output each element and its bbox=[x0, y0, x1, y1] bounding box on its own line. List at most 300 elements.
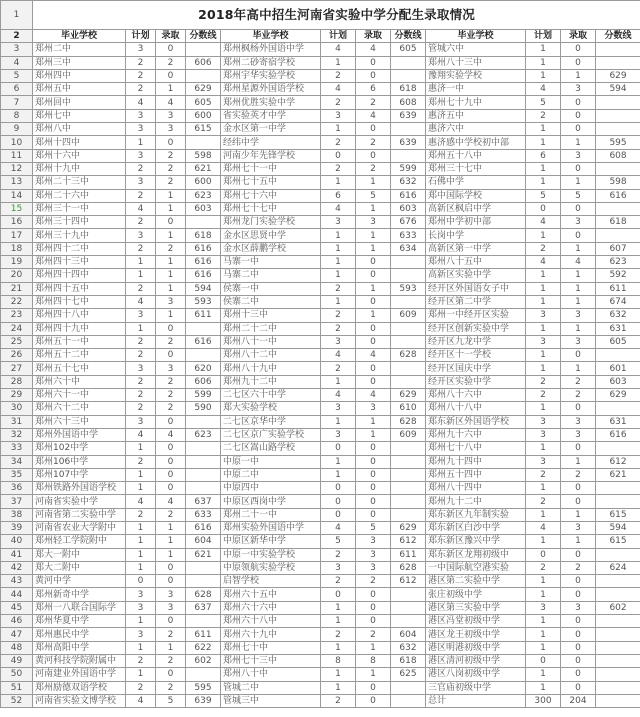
admitted-cell[interactable]: 0 bbox=[356, 482, 391, 495]
row-number[interactable]: 23 bbox=[1, 309, 33, 322]
school-cell[interactable]: 郑州回中 bbox=[33, 96, 126, 109]
score-cell[interactable] bbox=[391, 269, 426, 282]
admitted-cell[interactable]: 1 bbox=[156, 229, 186, 242]
score-cell[interactable]: 618 bbox=[391, 654, 426, 667]
score-cell[interactable]: 609 bbox=[391, 428, 426, 441]
plan-cell[interactable]: 2 bbox=[126, 681, 156, 694]
school-cell[interactable]: 郑州七十五中 bbox=[221, 176, 321, 189]
admitted-cell[interactable]: 0 bbox=[561, 548, 596, 561]
school-cell[interactable]: 中原四中 bbox=[221, 482, 321, 495]
plan-cell[interactable]: 1 bbox=[321, 123, 356, 136]
admitted-cell[interactable]: 0 bbox=[156, 442, 186, 455]
row-number[interactable]: 15 bbox=[1, 202, 33, 215]
admitted-cell[interactable]: 0 bbox=[156, 468, 186, 481]
row-number[interactable]: 6 bbox=[1, 83, 33, 96]
score-cell[interactable] bbox=[186, 216, 221, 229]
admitted-cell[interactable]: 1 bbox=[156, 535, 186, 548]
school-cell[interactable]: 经开区外国语女子中 bbox=[426, 282, 526, 295]
score-cell[interactable] bbox=[391, 681, 426, 694]
score-cell[interactable] bbox=[186, 43, 221, 56]
plan-cell[interactable]: 1 bbox=[126, 548, 156, 561]
plan-cell[interactable]: 5 bbox=[526, 189, 561, 202]
plan-cell[interactable]: 2 bbox=[526, 375, 561, 388]
school-cell[interactable]: 郑州华夏中学 bbox=[33, 615, 126, 628]
school-cell[interactable]: 侯寨一中 bbox=[221, 282, 321, 295]
score-cell[interactable]: 593 bbox=[391, 282, 426, 295]
admitted-cell[interactable]: 4 bbox=[156, 96, 186, 109]
sheet-title[interactable]: 2018年高中招生河南省实验中学分配生录取情况 bbox=[33, 1, 640, 30]
score-cell[interactable] bbox=[391, 442, 426, 455]
row-number[interactable]: 35 bbox=[1, 468, 33, 481]
plan-cell[interactable]: 3 bbox=[126, 149, 156, 162]
plan-cell[interactable]: 1 bbox=[126, 668, 156, 681]
school-cell[interactable]: 郑州十四中 bbox=[33, 136, 126, 149]
plan-cell[interactable]: 1 bbox=[526, 69, 561, 82]
school-cell[interactable]: 港区清河初级中学 bbox=[426, 654, 526, 667]
admitted-cell[interactable]: 0 bbox=[356, 681, 391, 694]
plan-cell[interactable]: 2 bbox=[126, 654, 156, 667]
admitted-cell[interactable]: 1 bbox=[156, 202, 186, 215]
school-cell[interactable]: 中原一中 bbox=[221, 455, 321, 468]
admitted-cell[interactable]: 2 bbox=[156, 242, 186, 255]
score-cell[interactable]: 602 bbox=[186, 654, 221, 667]
score-cell[interactable] bbox=[186, 575, 221, 588]
admitted-cell[interactable]: 1 bbox=[356, 641, 391, 654]
score-cell[interactable]: 612 bbox=[391, 535, 426, 548]
school-cell[interactable]: 郑州六十五中 bbox=[221, 588, 321, 601]
admitted-cell[interactable]: 2 bbox=[561, 389, 596, 402]
plan-cell[interactable]: 1 bbox=[126, 269, 156, 282]
score-cell[interactable] bbox=[186, 615, 221, 628]
plan-cell[interactable]: 2 bbox=[321, 282, 356, 295]
plan-cell[interactable]: 1 bbox=[526, 362, 561, 375]
row-number[interactable]: 13 bbox=[1, 176, 33, 189]
admitted-cell[interactable]: 3 bbox=[561, 601, 596, 614]
plan-cell[interactable]: 2 bbox=[321, 694, 356, 707]
row-number[interactable]: 24 bbox=[1, 322, 33, 335]
admitted-cell[interactable]: 0 bbox=[561, 668, 596, 681]
admitted-cell[interactable]: 2 bbox=[356, 162, 391, 175]
score-cell[interactable]: 604 bbox=[391, 628, 426, 641]
header-school[interactable]: 毕业学校 bbox=[33, 30, 126, 43]
row-number[interactable]: 36 bbox=[1, 482, 33, 495]
admitted-cell[interactable]: 1 bbox=[561, 136, 596, 149]
school-cell[interactable]: 郑州七十九中 bbox=[426, 96, 526, 109]
score-cell[interactable] bbox=[596, 668, 640, 681]
school-cell[interactable]: 郑州二砂寄宿学校 bbox=[221, 56, 321, 69]
row-number[interactable]: 52 bbox=[1, 694, 33, 707]
admitted-cell[interactable]: 0 bbox=[156, 349, 186, 362]
plan-cell[interactable]: 8 bbox=[321, 654, 356, 667]
plan-cell[interactable]: 1 bbox=[321, 615, 356, 628]
admitted-cell[interactable]: 0 bbox=[356, 322, 391, 335]
score-cell[interactable] bbox=[596, 162, 640, 175]
admitted-cell[interactable]: 1 bbox=[156, 548, 186, 561]
score-cell[interactable] bbox=[596, 575, 640, 588]
plan-cell[interactable]: 1 bbox=[526, 295, 561, 308]
score-cell[interactable] bbox=[391, 375, 426, 388]
school-cell[interactable]: 省实验英才中学 bbox=[221, 109, 321, 122]
admitted-cell[interactable]: 2 bbox=[356, 96, 391, 109]
plan-cell[interactable]: 2 bbox=[126, 389, 156, 402]
score-cell[interactable]: 612 bbox=[391, 575, 426, 588]
plan-cell[interactable]: 1 bbox=[526, 575, 561, 588]
school-cell[interactable]: 总计 bbox=[426, 694, 526, 707]
score-cell[interactable] bbox=[186, 468, 221, 481]
plan-cell[interactable]: 2 bbox=[126, 455, 156, 468]
plan-cell[interactable]: 3 bbox=[526, 428, 561, 441]
school-cell[interactable]: 郑州铁路外国语学校 bbox=[33, 482, 126, 495]
score-cell[interactable]: 628 bbox=[391, 561, 426, 574]
plan-cell[interactable]: 2 bbox=[321, 69, 356, 82]
row-number[interactable]: 8 bbox=[1, 109, 33, 122]
school-cell[interactable]: 中原领航实验学校 bbox=[221, 561, 321, 574]
admitted-cell[interactable]: 2 bbox=[156, 628, 186, 641]
school-cell[interactable]: 管城二中 bbox=[221, 681, 321, 694]
score-cell[interactable]: 595 bbox=[596, 136, 640, 149]
school-cell[interactable]: 郑州106中学 bbox=[33, 455, 126, 468]
score-cell[interactable]: 621 bbox=[596, 468, 640, 481]
admitted-cell[interactable]: 0 bbox=[356, 588, 391, 601]
score-cell[interactable]: 632 bbox=[391, 641, 426, 654]
score-cell[interactable]: 634 bbox=[391, 242, 426, 255]
score-cell[interactable] bbox=[596, 229, 640, 242]
row-number[interactable]: 26 bbox=[1, 349, 33, 362]
score-cell[interactable] bbox=[391, 149, 426, 162]
admitted-cell[interactable]: 1 bbox=[356, 202, 391, 215]
school-cell[interactable]: 河南少年先锋学校 bbox=[221, 149, 321, 162]
plan-cell[interactable]: 1 bbox=[526, 508, 561, 521]
plan-cell[interactable]: 2 bbox=[526, 109, 561, 122]
school-cell[interactable]: 郑州五十一中 bbox=[33, 335, 126, 348]
row-number[interactable]: 32 bbox=[1, 428, 33, 441]
school-cell[interactable]: 河南省第二实验中学 bbox=[33, 508, 126, 521]
admitted-cell[interactable]: 0 bbox=[356, 149, 391, 162]
school-cell[interactable]: 郑东新区龙翔初级中 bbox=[426, 548, 526, 561]
plan-cell[interactable]: 1 bbox=[321, 229, 356, 242]
plan-cell[interactable]: 2 bbox=[126, 375, 156, 388]
row-number[interactable]: 40 bbox=[1, 535, 33, 548]
plan-cell[interactable]: 4 bbox=[321, 349, 356, 362]
header-school[interactable]: 毕业学校 bbox=[426, 30, 526, 43]
plan-cell[interactable]: 4 bbox=[321, 389, 356, 402]
score-cell[interactable] bbox=[186, 69, 221, 82]
admitted-cell[interactable]: 2 bbox=[156, 375, 186, 388]
school-cell[interactable]: 管城三中 bbox=[221, 694, 321, 707]
plan-cell[interactable]: 1 bbox=[126, 641, 156, 654]
plan-cell[interactable]: 4 bbox=[321, 83, 356, 96]
plan-cell[interactable]: 2 bbox=[321, 575, 356, 588]
school-cell[interactable]: 郑大实验学校 bbox=[221, 402, 321, 415]
school-cell[interactable]: 二七区嵩山路学校 bbox=[221, 442, 321, 455]
admitted-cell[interactable]: 0 bbox=[156, 455, 186, 468]
score-cell[interactable]: 629 bbox=[596, 389, 640, 402]
admitted-cell[interactable]: 0 bbox=[561, 96, 596, 109]
plan-cell[interactable]: 4 bbox=[126, 295, 156, 308]
plan-cell[interactable]: 2 bbox=[126, 349, 156, 362]
score-cell[interactable]: 632 bbox=[391, 176, 426, 189]
school-cell[interactable]: 马寨一中 bbox=[221, 256, 321, 269]
plan-cell[interactable]: 4 bbox=[321, 202, 356, 215]
school-cell[interactable]: 郑州九十四中 bbox=[426, 455, 526, 468]
header-plan[interactable]: 计划 bbox=[321, 30, 356, 43]
school-cell[interactable]: 郑州十三中 bbox=[221, 309, 321, 322]
row-number[interactable]: 7 bbox=[1, 96, 33, 109]
admitted-cell[interactable]: 0 bbox=[561, 654, 596, 667]
plan-cell[interactable]: 1 bbox=[126, 322, 156, 335]
score-cell[interactable]: 633 bbox=[391, 229, 426, 242]
score-cell[interactable]: 606 bbox=[186, 56, 221, 69]
school-cell[interactable]: 郑州二十三中 bbox=[33, 176, 126, 189]
score-cell[interactable]: 616 bbox=[596, 428, 640, 441]
admitted-cell[interactable]: 0 bbox=[561, 402, 596, 415]
admitted-cell[interactable]: 0 bbox=[356, 601, 391, 614]
header-plan[interactable]: 计划 bbox=[126, 30, 156, 43]
plan-cell[interactable]: 1 bbox=[526, 349, 561, 362]
school-cell[interactable]: 郑州八十九中 bbox=[221, 362, 321, 375]
school-cell[interactable]: 郑大二附中 bbox=[33, 561, 126, 574]
school-cell[interactable]: 郑中国际学校 bbox=[426, 189, 526, 202]
school-cell[interactable]: 郑州四十九中 bbox=[33, 322, 126, 335]
plan-cell[interactable]: 4 bbox=[526, 83, 561, 96]
admitted-cell[interactable]: 0 bbox=[356, 56, 391, 69]
score-cell[interactable]: 633 bbox=[186, 508, 221, 521]
admitted-cell[interactable]: 1 bbox=[356, 229, 391, 242]
admitted-cell[interactable]: 5 bbox=[356, 189, 391, 202]
score-cell[interactable] bbox=[596, 349, 640, 362]
score-cell[interactable]: 623 bbox=[186, 428, 221, 441]
plan-cell[interactable]: 1 bbox=[321, 415, 356, 428]
admitted-cell[interactable]: 1 bbox=[356, 668, 391, 681]
school-cell[interactable]: 郑州三中 bbox=[33, 56, 126, 69]
row-number[interactable]: 1 bbox=[1, 1, 33, 30]
score-cell[interactable]: 625 bbox=[391, 668, 426, 681]
score-cell[interactable] bbox=[391, 468, 426, 481]
admitted-cell[interactable]: 1 bbox=[561, 282, 596, 295]
row-number[interactable]: 49 bbox=[1, 654, 33, 667]
admitted-cell[interactable]: 0 bbox=[156, 69, 186, 82]
school-cell[interactable]: 郑州三十九中 bbox=[33, 229, 126, 242]
plan-cell[interactable]: 3 bbox=[126, 362, 156, 375]
plan-cell[interactable]: 3 bbox=[126, 176, 156, 189]
score-cell[interactable] bbox=[391, 588, 426, 601]
score-cell[interactable]: 608 bbox=[596, 149, 640, 162]
school-cell[interactable]: 郑州五十四中 bbox=[426, 468, 526, 481]
admitted-cell[interactable]: 5 bbox=[561, 189, 596, 202]
score-cell[interactable]: 616 bbox=[186, 521, 221, 534]
header-score[interactable]: 分数线 bbox=[596, 30, 640, 43]
score-cell[interactable]: 600 bbox=[186, 176, 221, 189]
admitted-cell[interactable]: 3 bbox=[356, 535, 391, 548]
school-cell[interactable]: 郑州七中 bbox=[33, 109, 126, 122]
admitted-cell[interactable]: 0 bbox=[156, 322, 186, 335]
score-cell[interactable] bbox=[391, 56, 426, 69]
school-cell[interactable]: 郑州一中经开区实验 bbox=[426, 309, 526, 322]
plan-cell[interactable]: 1 bbox=[321, 601, 356, 614]
score-cell[interactable] bbox=[596, 548, 640, 561]
plan-cell[interactable]: 1 bbox=[321, 468, 356, 481]
plan-cell[interactable]: 1 bbox=[321, 295, 356, 308]
row-number[interactable]: 50 bbox=[1, 668, 33, 681]
school-cell[interactable]: 马寨二中 bbox=[221, 269, 321, 282]
admitted-cell[interactable]: 1 bbox=[356, 309, 391, 322]
plan-cell[interactable]: 2 bbox=[526, 495, 561, 508]
plan-cell[interactable]: 2 bbox=[126, 335, 156, 348]
row-number[interactable]: 30 bbox=[1, 402, 33, 415]
score-cell[interactable]: 603 bbox=[391, 202, 426, 215]
row-number[interactable]: 16 bbox=[1, 216, 33, 229]
admitted-cell[interactable]: 0 bbox=[561, 641, 596, 654]
school-cell[interactable]: 经开区第二中学 bbox=[426, 295, 526, 308]
admitted-cell[interactable]: 0 bbox=[156, 668, 186, 681]
plan-cell[interactable]: 2 bbox=[126, 189, 156, 202]
plan-cell[interactable]: 2 bbox=[126, 282, 156, 295]
admitted-cell[interactable]: 1 bbox=[156, 83, 186, 96]
plan-cell[interactable]: 1 bbox=[321, 455, 356, 468]
plan-cell[interactable]: 300 bbox=[526, 694, 561, 707]
plan-cell[interactable]: 0 bbox=[321, 442, 356, 455]
school-cell[interactable]: 港区第二实验中学 bbox=[426, 575, 526, 588]
score-cell[interactable]: 629 bbox=[391, 521, 426, 534]
admitted-cell[interactable]: 0 bbox=[561, 588, 596, 601]
admitted-cell[interactable]: 1 bbox=[561, 362, 596, 375]
admitted-cell[interactable]: 2 bbox=[356, 575, 391, 588]
admitted-cell[interactable]: 3 bbox=[561, 335, 596, 348]
school-cell[interactable]: 郑州七十三中 bbox=[221, 654, 321, 667]
admitted-cell[interactable]: 3 bbox=[156, 601, 186, 614]
row-number[interactable]: 33 bbox=[1, 442, 33, 455]
admitted-cell[interactable]: 1 bbox=[561, 176, 596, 189]
admitted-cell[interactable]: 0 bbox=[356, 468, 391, 481]
school-cell[interactable]: 郑州四十三中 bbox=[33, 256, 126, 269]
score-cell[interactable]: 611 bbox=[186, 628, 221, 641]
score-cell[interactable]: 615 bbox=[186, 123, 221, 136]
plan-cell[interactable]: 1 bbox=[526, 322, 561, 335]
score-cell[interactable]: 623 bbox=[186, 189, 221, 202]
score-cell[interactable] bbox=[186, 668, 221, 681]
row-number[interactable]: 20 bbox=[1, 269, 33, 282]
admitted-cell[interactable]: 3 bbox=[356, 216, 391, 229]
plan-cell[interactable]: 1 bbox=[526, 641, 561, 654]
school-cell[interactable]: 郑州四十四中 bbox=[33, 269, 126, 282]
plan-cell[interactable]: 3 bbox=[321, 335, 356, 348]
school-cell[interactable]: 郑州宇华实验学校 bbox=[221, 69, 321, 82]
admitted-cell[interactable]: 0 bbox=[561, 442, 596, 455]
admitted-cell[interactable]: 2 bbox=[156, 162, 186, 175]
school-cell[interactable]: 郑州六十中 bbox=[33, 375, 126, 388]
admitted-cell[interactable]: 2 bbox=[156, 508, 186, 521]
school-cell[interactable]: 郑州星源外国语学校 bbox=[221, 83, 321, 96]
school-cell[interactable]: 郑州实验外国语中学 bbox=[221, 521, 321, 534]
admitted-cell[interactable]: 2 bbox=[561, 468, 596, 481]
school-cell[interactable]: 港区明港初级中学 bbox=[426, 641, 526, 654]
score-cell[interactable]: 616 bbox=[186, 335, 221, 348]
score-cell[interactable] bbox=[391, 295, 426, 308]
admitted-cell[interactable]: 1 bbox=[356, 428, 391, 441]
plan-cell[interactable]: 2 bbox=[126, 56, 156, 69]
school-cell[interactable]: 郑州107中学 bbox=[33, 468, 126, 481]
school-cell[interactable]: 郑州九十六中 bbox=[426, 428, 526, 441]
school-cell[interactable]: 惠济六中 bbox=[426, 123, 526, 136]
header-admitted[interactable]: 录取 bbox=[156, 30, 186, 43]
score-cell[interactable] bbox=[596, 641, 640, 654]
admitted-cell[interactable]: 0 bbox=[356, 295, 391, 308]
score-cell[interactable]: 592 bbox=[596, 269, 640, 282]
plan-cell[interactable]: 0 bbox=[526, 202, 561, 215]
score-cell[interactable]: 594 bbox=[186, 282, 221, 295]
school-cell[interactable]: 郑州外国语中学 bbox=[33, 428, 126, 441]
score-cell[interactable] bbox=[186, 442, 221, 455]
school-cell[interactable]: 郑州中学初中部 bbox=[426, 216, 526, 229]
plan-cell[interactable]: 1 bbox=[126, 468, 156, 481]
score-cell[interactable] bbox=[596, 615, 640, 628]
admitted-cell[interactable]: 6 bbox=[356, 83, 391, 96]
school-cell[interactable]: 黄河科技学院附属中 bbox=[33, 654, 126, 667]
school-cell[interactable]: 郑州七十七中 bbox=[221, 202, 321, 215]
school-cell[interactable]: 郑州二十二中 bbox=[221, 322, 321, 335]
admitted-cell[interactable]: 0 bbox=[156, 575, 186, 588]
plan-cell[interactable]: 0 bbox=[321, 588, 356, 601]
plan-cell[interactable]: 1 bbox=[126, 482, 156, 495]
school-cell[interactable]: 郑东新区外国语学校 bbox=[426, 415, 526, 428]
admitted-cell[interactable]: 2 bbox=[156, 149, 186, 162]
plan-cell[interactable]: 1 bbox=[526, 681, 561, 694]
plan-cell[interactable]: 6 bbox=[526, 149, 561, 162]
plan-cell[interactable]: 1 bbox=[126, 442, 156, 455]
score-cell[interactable] bbox=[186, 455, 221, 468]
score-cell[interactable] bbox=[596, 123, 640, 136]
plan-cell[interactable]: 1 bbox=[526, 615, 561, 628]
plan-cell[interactable]: 2 bbox=[321, 136, 356, 149]
school-cell[interactable]: 郑州二十六中 bbox=[33, 189, 126, 202]
row-number[interactable]: 48 bbox=[1, 641, 33, 654]
admitted-cell[interactable]: 1 bbox=[561, 269, 596, 282]
admitted-cell[interactable]: 2 bbox=[156, 176, 186, 189]
row-number[interactable]: 38 bbox=[1, 508, 33, 521]
school-cell[interactable]: 郑州六十六中 bbox=[221, 601, 321, 614]
plan-cell[interactable]: 0 bbox=[126, 575, 156, 588]
school-cell[interactable]: 郑州高阳中学 bbox=[33, 641, 126, 654]
admitted-cell[interactable]: 2 bbox=[156, 654, 186, 667]
admitted-cell[interactable]: 0 bbox=[156, 136, 186, 149]
admitted-cell[interactable]: 4 bbox=[356, 109, 391, 122]
score-cell[interactable] bbox=[391, 694, 426, 707]
plan-cell[interactable]: 3 bbox=[126, 628, 156, 641]
admitted-cell[interactable]: 0 bbox=[356, 375, 391, 388]
admitted-cell[interactable]: 1 bbox=[156, 256, 186, 269]
plan-cell[interactable]: 0 bbox=[321, 482, 356, 495]
admitted-cell[interactable]: 1 bbox=[561, 242, 596, 255]
admitted-cell[interactable]: 1 bbox=[156, 189, 186, 202]
score-cell[interactable] bbox=[391, 615, 426, 628]
score-cell[interactable]: 631 bbox=[596, 322, 640, 335]
admitted-cell[interactable]: 0 bbox=[156, 415, 186, 428]
plan-cell[interactable]: 1 bbox=[321, 269, 356, 282]
score-cell[interactable]: 611 bbox=[186, 309, 221, 322]
admitted-cell[interactable]: 1 bbox=[156, 309, 186, 322]
school-cell[interactable]: 黄河中学 bbox=[33, 575, 126, 588]
school-cell[interactable]: 郑州八十一中 bbox=[221, 335, 321, 348]
school-cell[interactable]: 郑州优胜实验中学 bbox=[221, 96, 321, 109]
score-cell[interactable]: 593 bbox=[186, 295, 221, 308]
admitted-cell[interactable]: 1 bbox=[156, 282, 186, 295]
school-cell[interactable]: 港区八岗初级中学 bbox=[426, 668, 526, 681]
admitted-cell[interactable]: 0 bbox=[156, 216, 186, 229]
score-cell[interactable] bbox=[186, 349, 221, 362]
plan-cell[interactable]: 4 bbox=[126, 202, 156, 215]
plan-cell[interactable]: 1 bbox=[321, 56, 356, 69]
admitted-cell[interactable]: 1 bbox=[156, 269, 186, 282]
